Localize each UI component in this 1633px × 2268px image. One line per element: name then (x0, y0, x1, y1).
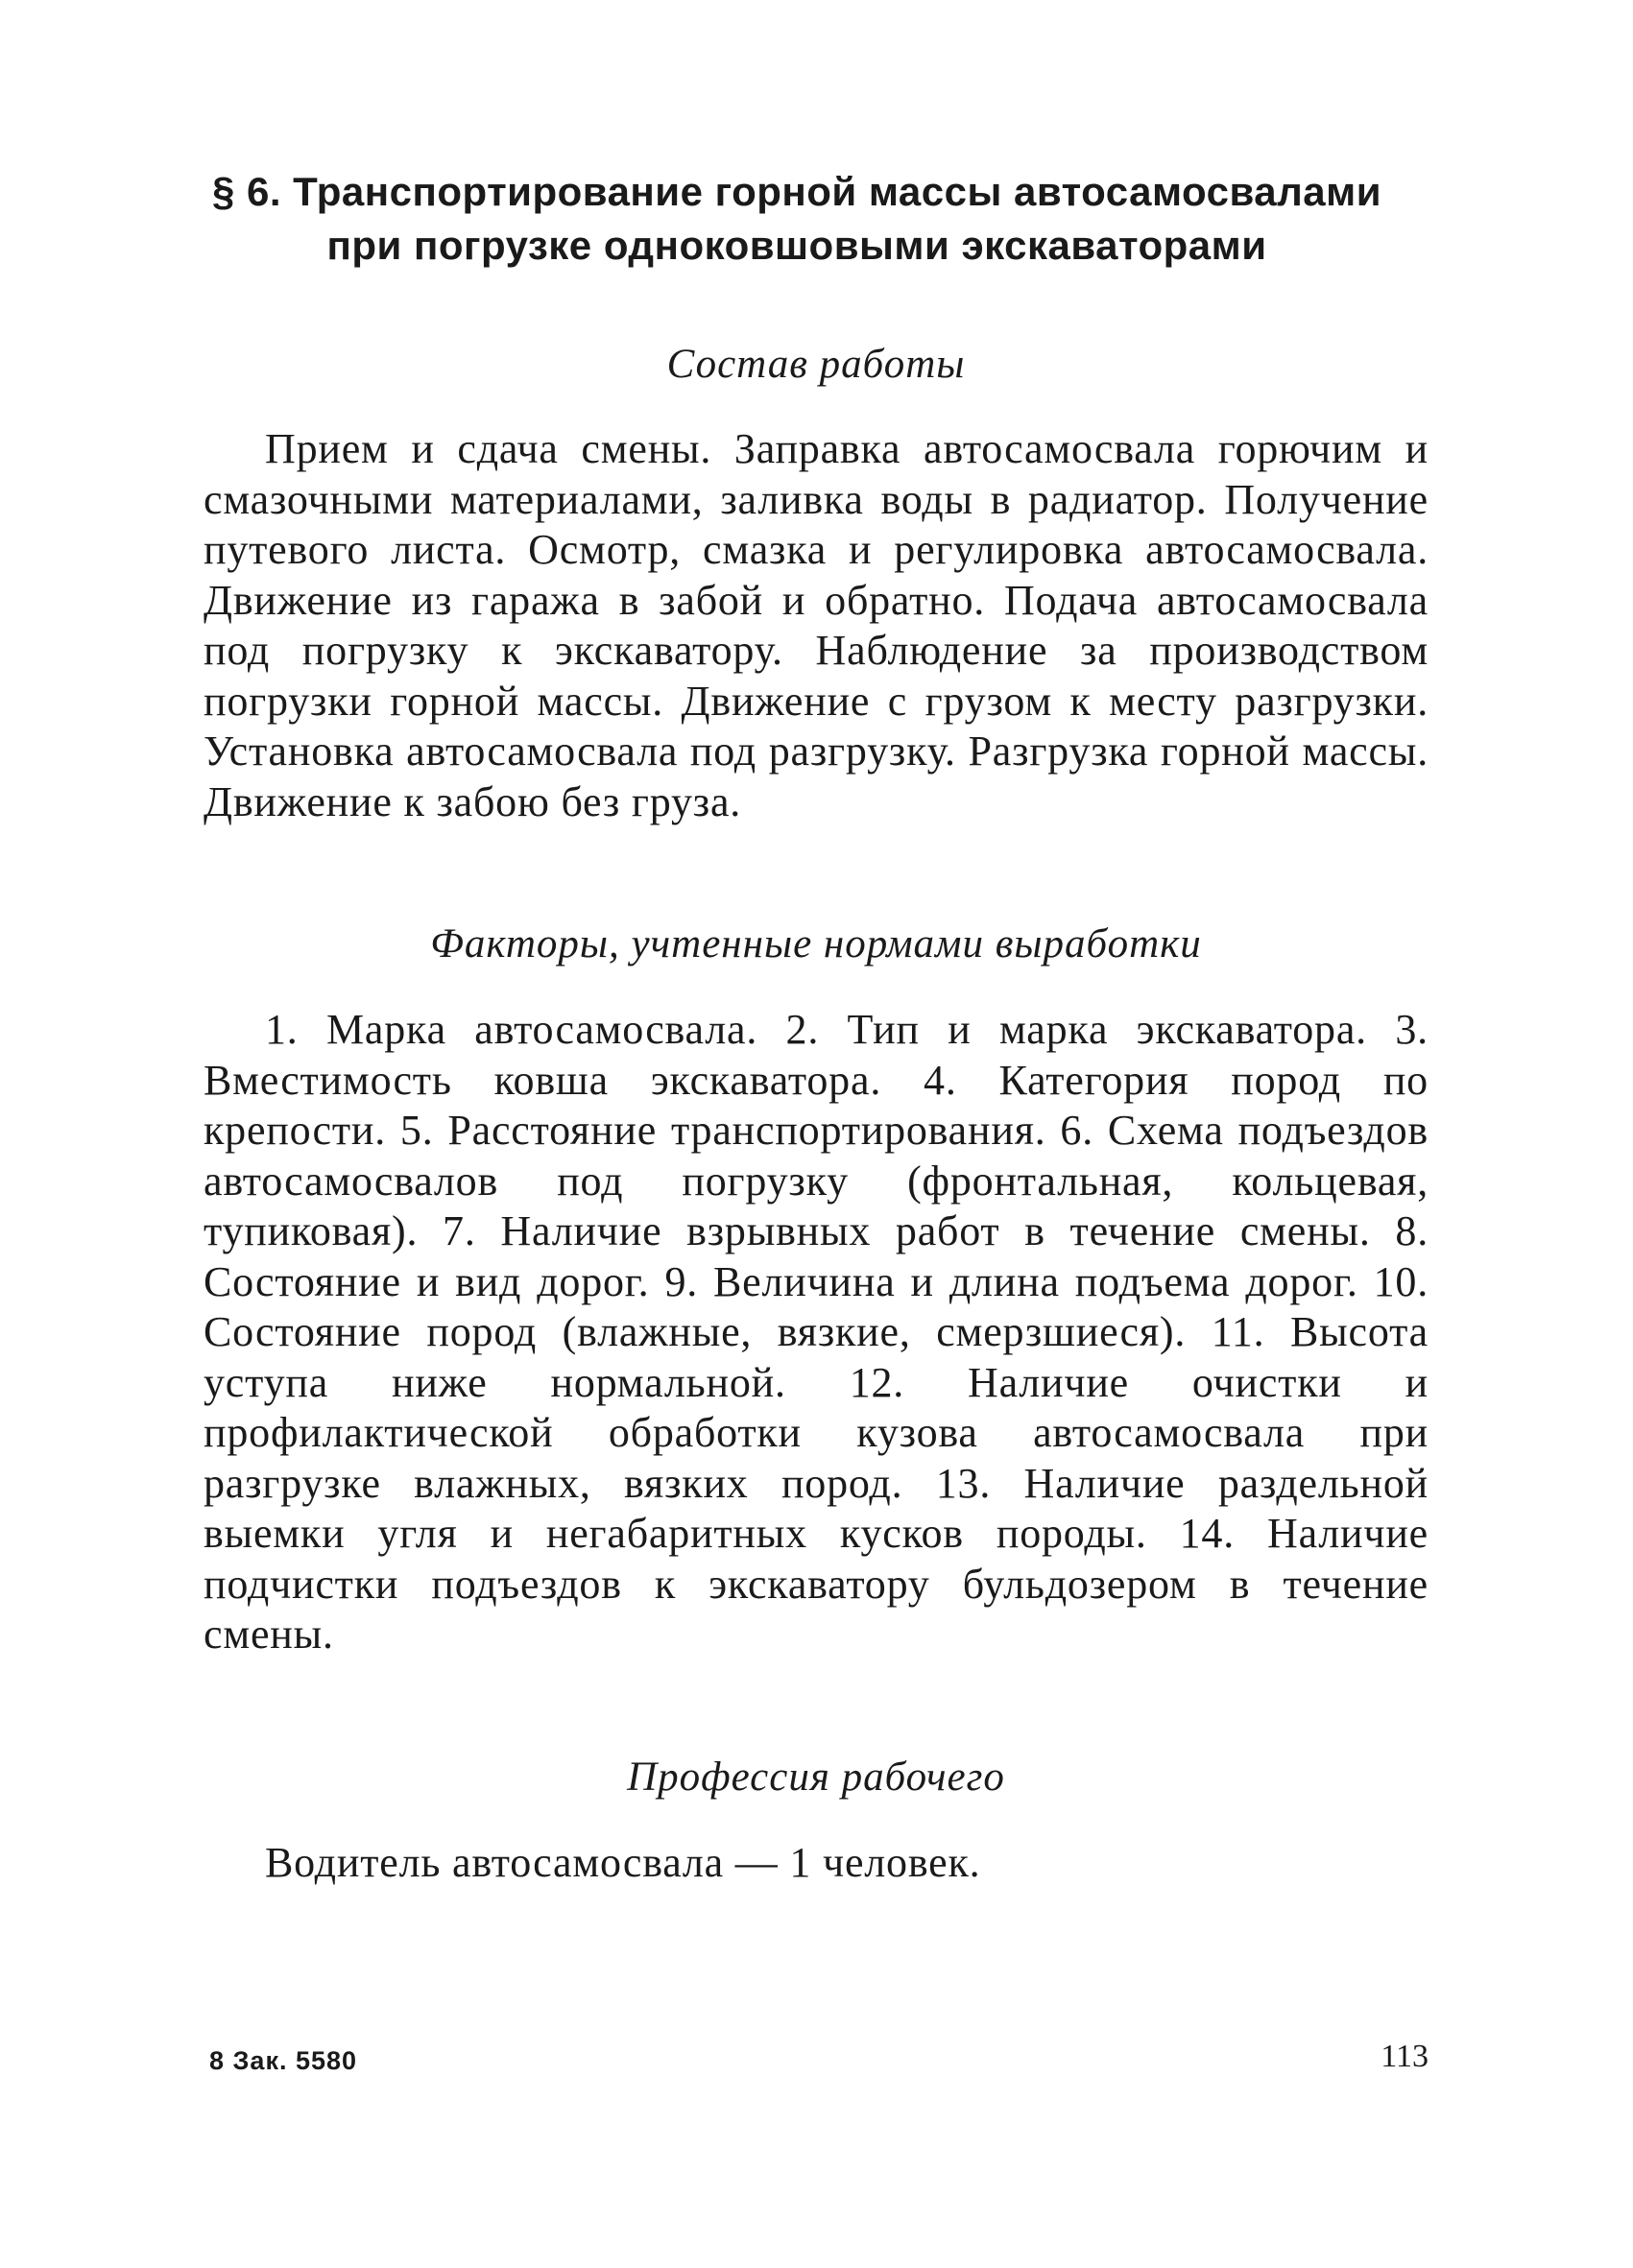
profession-title: Профессия рабочего (627, 1755, 1005, 1800)
factors-title: Факторы, учтенные нормами выработки (430, 921, 1202, 967)
section-heading (192, 165, 1402, 273)
order-reference: 8 Зак. 5580 (209, 2046, 358, 2075)
factors-text: 1. Марка автосамосвала. 2. Тип и марка экскаватора. 3. Вместимость ковша экскаватора. 4. Категория пород по крепости. 5. Расстояние транспортирования. 6. Схема подъездов автосамосвалов под погрузку (фронтальная, кольцевая, тупиковая). 7. Наличие взрывных работ в течение смены. 8. Состояние и вид дорог. 9. Величина и длина подъема дорог. 10. Состояние пород (влажные, вязкие, смерзшиеся). 11. Высота уступа ниже нормальной. 12. Наличие очистки и профилактической обработки кузова автосамосвала при разгрузке влажных, вязких пород. 13. Наличие раздельной выемки угля и негабаритных кусков породы. 14. Наличие подчистки подъездов к экскаватору бульдозером в течение смены. (204, 1006, 1429, 1658)
profession-text: Водитель автосамосвала — 1 человек. (265, 1839, 981, 1886)
heading-line-1: § 6. Транспортирование горной массы автосамосвалами (211, 169, 1382, 214)
work-composition-title: Состав работы (666, 342, 966, 387)
heading-line-2: при погрузке одноковшовыми экскаваторами (326, 223, 1267, 268)
work-composition-text: Прием и сдача смены. Заправка автосамосвала горючим и смазочными материалами, заливка воды в радиатор. Получение путевого листа. Осмотр, смазка и регулировка автосамосвала. Движение из гаража в забой и обратно. Подача автосамосвала под погрузку к экскаватору. Наблюдение за производством погрузки горной массы. Движение с грузом к месту разгрузки. Установка автосамосвала под разгрузку. Разгрузка горной массы. Движение к забою без груза. (204, 425, 1429, 825)
page-number: 113 (1381, 2039, 1429, 2074)
